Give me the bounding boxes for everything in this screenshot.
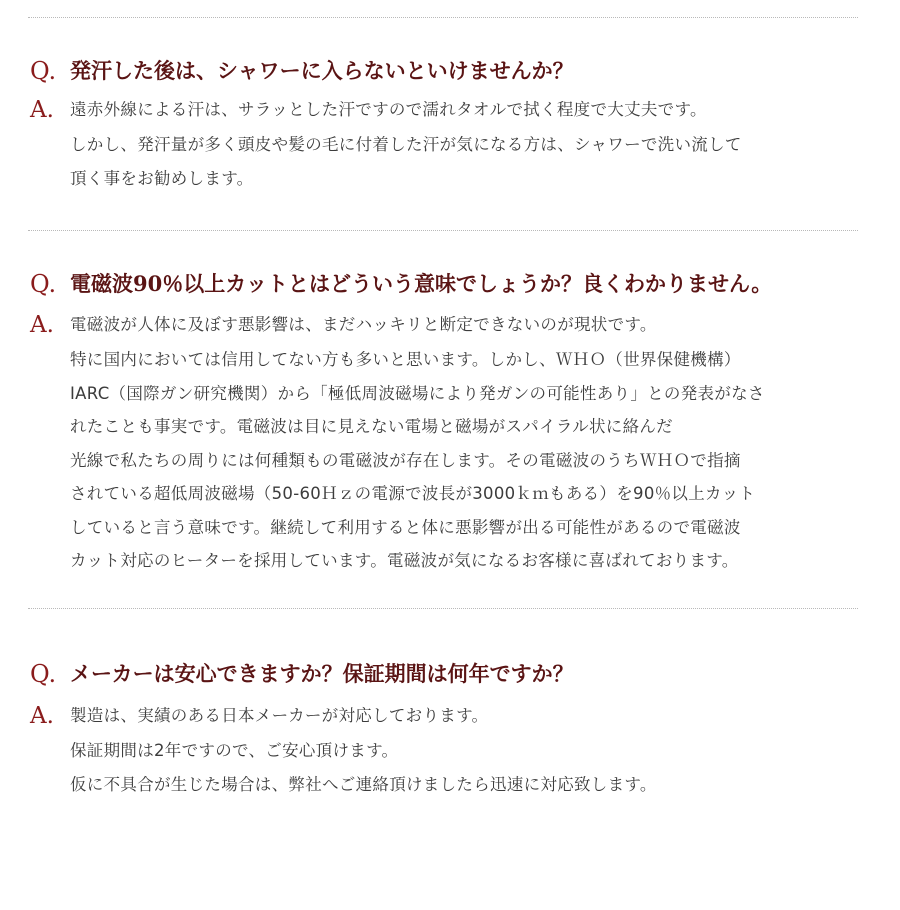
faq-question-2 xyxy=(30,270,870,298)
answer-line: IARC（国際ガン研究機関）から「極低周波磁場により発ガンの可能性あり」との発表がなさ xyxy=(70,383,765,403)
answer-text xyxy=(70,702,657,801)
answer-line: 特に国内においては信用してない方も多いと思います。しかし、ＷＨＯ（世界保健機構） xyxy=(70,350,741,369)
faq-answer-2 xyxy=(30,311,870,578)
answer-line: 電磁波が人体に及ぼす悪影響は、まだハッキリと断定できないのが現状です。 xyxy=(70,315,657,334)
question-mark-label: Q. xyxy=(30,57,57,85)
answer-line: 遠赤外線による汗は、サラッとした汗ですので濡れタオルで拭く程度で大丈夫です。 xyxy=(70,100,707,119)
answer-line: していると言う意味です。継続して利用すると体に悪影響が出る可能性があるので電磁波 xyxy=(70,517,741,537)
answer-line: されている超低周波磁場（50-60Ｈｚの電源で波長が3000ｋｍもある）を90％以上カット xyxy=(70,484,756,503)
answer-mark-label: A. xyxy=(30,312,54,338)
answer-line: 頂く事をお勧めします。 xyxy=(70,168,254,188)
answer-line: 光線で私たちの周りには何種類もの電磁波が存在します。その電磁波のうちＷＨＯで指摘 xyxy=(70,450,741,470)
divider-top xyxy=(28,17,858,18)
answer-mark-label: A. xyxy=(30,703,54,729)
answer-line: しかし、発汗量が多く頭皮や髪の毛に付着した汗が気になる方は、シャワーで洗い流して xyxy=(70,135,742,154)
answer-line: 保証期間は2年ですので、ご安心頂けます。 xyxy=(70,741,399,760)
answer-line: れたことも事実です。電磁波は目に見えない電場と磁場がスパイラル状に絡んだ xyxy=(70,417,673,436)
faq-answer-3 xyxy=(30,702,870,801)
question-text: 発汗した後は、シャワーに入らないといけませんか？ xyxy=(70,58,574,83)
divider-3 xyxy=(28,608,858,609)
question-text: メーカーは安心できますか？保証期間は何年ですか？ xyxy=(70,661,574,686)
question-text: 電磁波90％以上カットとはどういう意味でしょうか？良くわかりません。 xyxy=(70,271,773,296)
answer-text xyxy=(70,311,765,578)
answer-text xyxy=(70,96,742,195)
faq-question-1 xyxy=(30,57,870,85)
answer-mark-label: A. xyxy=(30,97,54,123)
question-mark-label: Q. xyxy=(30,660,57,688)
answer-line: 製造は、実績のある日本メーカーが対応しております。 xyxy=(70,706,489,725)
answer-line: カット対応のヒーターを採用しています。電磁波が気になるお客様に喜ばれております。 xyxy=(70,551,739,570)
answer-line: 仮に不具合が生じた場合は、弊社へご連絡頂けましたら迅速に対応致します。 xyxy=(70,774,657,794)
divider-2 xyxy=(28,230,858,231)
faq-answer-1 xyxy=(30,96,870,195)
faq-question-3 xyxy=(30,660,870,688)
question-mark-label: Q. xyxy=(30,270,57,298)
